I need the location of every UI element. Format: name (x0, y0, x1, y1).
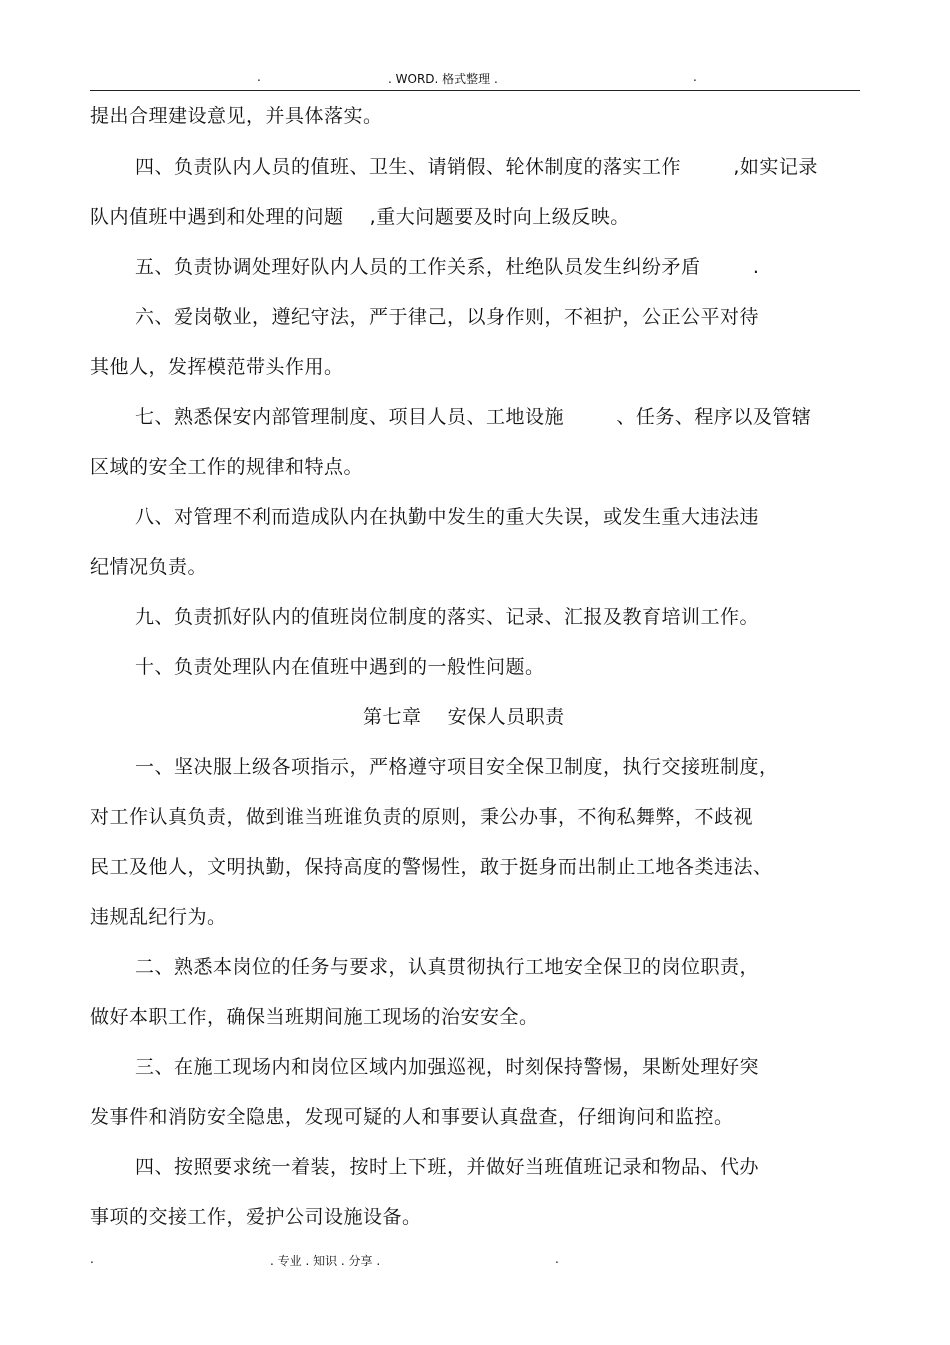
page-header (0, 70, 950, 88)
body-line: 对工作认真负责，做到谁当班谁负责的原则，秉公办事，不徇私舞弊，不歧视 (90, 806, 754, 828)
body-line: 违规乱纪行为。 (90, 906, 227, 928)
body-line: 九、负责抓好队内的值班岗位制度的落实、记录、汇报及教育培训工作。 (135, 606, 760, 628)
footer-center-text: . 专业 . 知识 . 分享 . (270, 1254, 381, 1268)
chapter-heading: 第七章 安保人员职责 (363, 706, 565, 728)
footer-right-dot: . (555, 1252, 559, 1266)
body-line: 七、熟悉保安内部管理制度、项目人员、工地设施 、任务、程序以及管辖 (135, 406, 812, 428)
body-line: 四、按照要求统一着装，按时上下班，并做好当班值班记录和物品、代办 (135, 1156, 760, 1178)
body-line: 四、负责队内人员的值班、卫生、请销假、轮休制度的落实工作 ,如实记录 (135, 156, 818, 178)
body-line: 民工及他人，文明执勤，保持高度的警惕性，敢于挺身而出制止工地各类违法、 (90, 856, 773, 878)
page-footer (0, 1252, 950, 1270)
header-rule (90, 90, 860, 91)
body-line: 八、对管理不利而造成队内在执勤中发生的重大失误，或发生重大违法违 (135, 506, 760, 528)
body-line: 区域的安全工作的规律和特点。 (90, 456, 364, 478)
body-line: 队内值班中遇到和处理的问题 ,重大问题要及时向上级反映。 (90, 206, 630, 228)
body-line: 五、负责协调处理好队内人员的工作关系，杜绝队员发生纠纷矛盾 . (135, 256, 760, 278)
body-line: 二、熟悉本岗位的任务与要求，认真贯彻执行工地安全保卫的岗位职责， (135, 956, 760, 978)
body-line: 一、坚决服上级各项指示，严格遵守项目安全保卫制度，执行交接班制度， (135, 756, 779, 778)
footer-left-dot: . (90, 1252, 94, 1266)
header-center-text: . WORD. 格式整理 . (388, 72, 498, 86)
header-right-dot: . (693, 70, 697, 84)
body-line: 三、在施工现场内和岗位区域内加强巡视，时刻保持警惕，果断处理好突 (135, 1056, 760, 1078)
body-line: 提出合理建设意见，并具体落实。 (90, 105, 383, 127)
body-line: 其他人，发挥模范带头作用。 (90, 356, 344, 378)
body-line: 十、负责处理队内在值班中遇到的一般性问题。 (135, 656, 545, 678)
body-line: 纪情况负责。 (90, 556, 208, 578)
body-line: 六、爱岗敬业，遵纪守法，严于律己，以身作则，不袒护，公正公平对待 (135, 306, 760, 328)
header-left-dot: . (257, 70, 261, 84)
body-line: 做好本职工作，确保当班期间施工现场的治安安全。 (90, 1006, 539, 1028)
body-line: 事项的交接工作，爱护公司设施设备。 (90, 1206, 422, 1228)
body-line: 发事件和消防安全隐患，发现可疑的人和事要认真盘查，仔细询问和监控。 (90, 1106, 734, 1128)
